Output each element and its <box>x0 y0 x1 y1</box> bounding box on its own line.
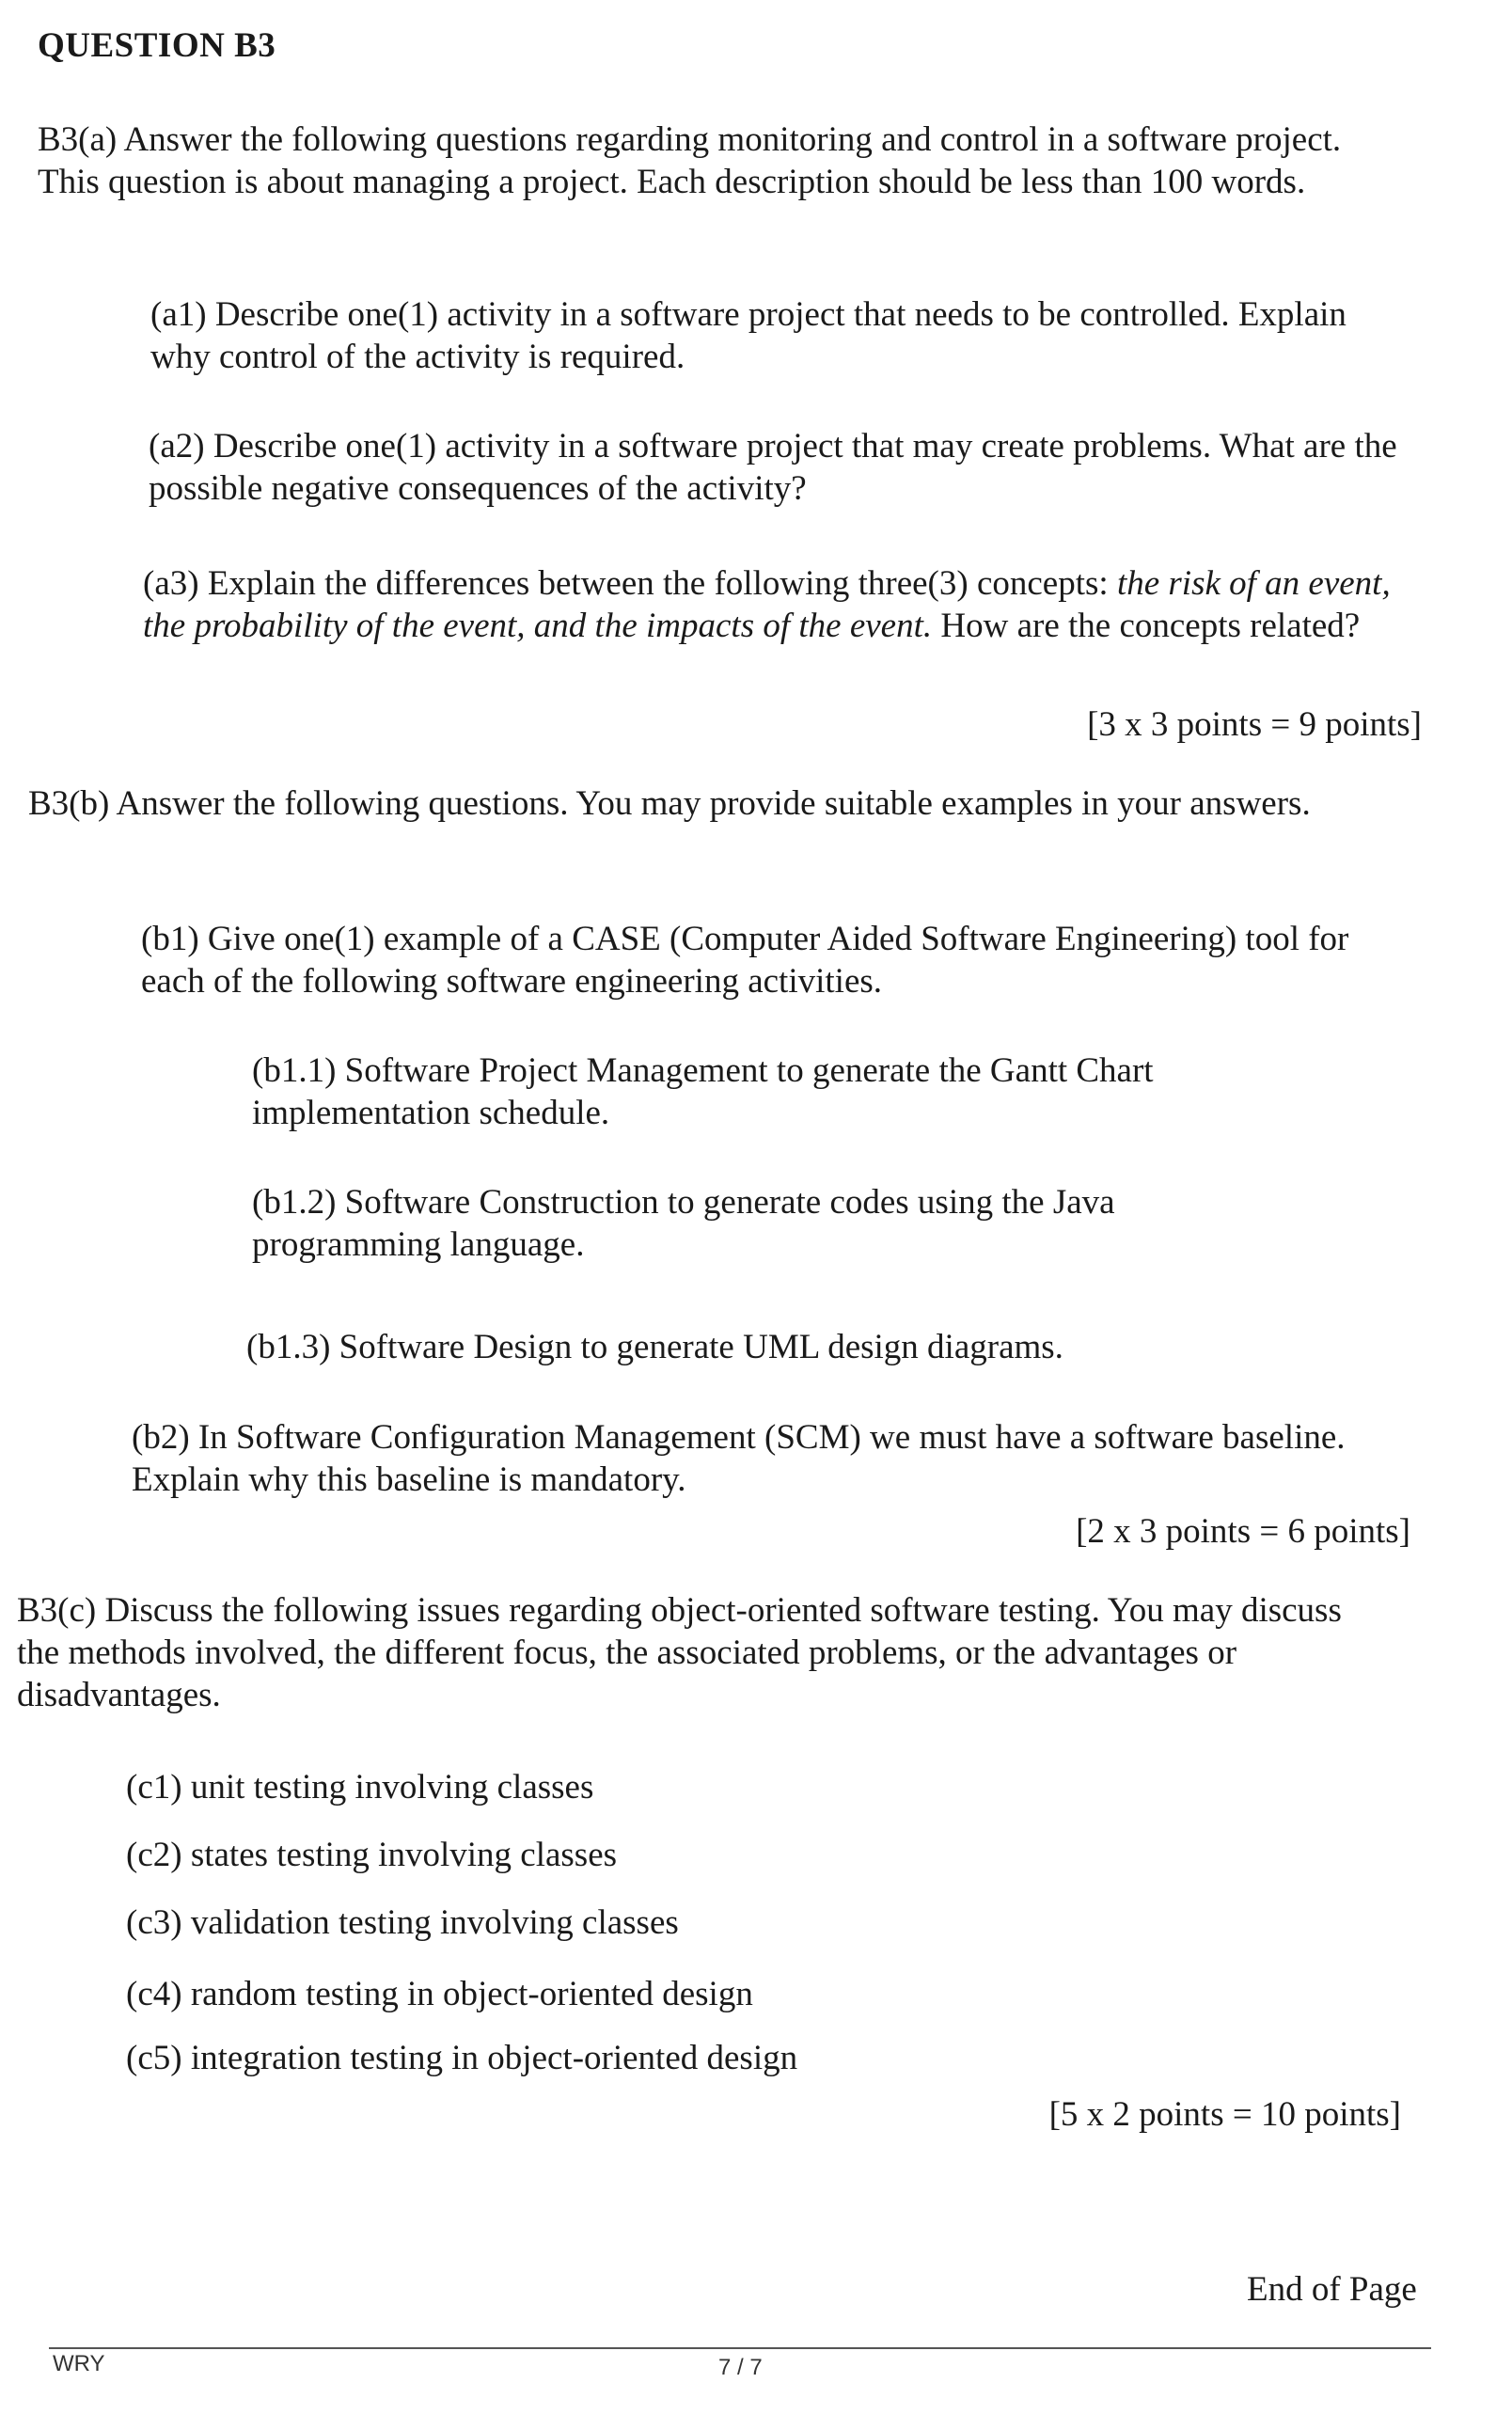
footer-rule <box>49 2347 1431 2349</box>
end-of-page: End of Page <box>1247 2270 1417 2309</box>
question-c3: (c3) validation testing involving classes <box>126 1903 679 1942</box>
question-a3-italic: the risk of an event, the probability of the event, and the impacts of the event. <box>143 564 1391 645</box>
question-b1-3: (b1.3) Software Design to generate UML design diagrams. <box>246 1328 1063 1366</box>
part-b-intro: B3(b) Answer the following questions. You may provide suitable examples in your answers. <box>28 784 1311 823</box>
marks-part-b: [2 x 3 points = 6 points] <box>1076 1512 1410 1551</box>
footer-initials: WRY <box>53 2351 105 2376</box>
question-c4: (c4) random testing in object-oriented design <box>126 1975 753 2013</box>
part-c-intro: B3(c) Discuss the following issues regarding object-oriented software testing. You may discuss the methods involved, the different focus, the associated problems, or the advantages or disadvantages. <box>17 1591 1342 1714</box>
question-c1: (c1) unit testing involving classes <box>126 1768 594 1807</box>
question-b2: (b2) In Software Configuration Management (SCM) we must have a software baseline. Explain why this baseline is mandatory. <box>132 1418 1346 1499</box>
part-a-intro: B3(a) Answer the following questions regarding monitoring and control in a software project. This question is about managing a project. Each description should be less than 100 words. <box>38 120 1342 201</box>
question-c2: (c2) states testing involving classes <box>126 1836 618 1874</box>
question-a3-end: How are the concepts related? <box>932 607 1361 645</box>
question-b1: (b1) Give one(1) example of a CASE (Computer Aided Software Engineering) tool for each of the following software engineering activities. <box>141 920 1349 1001</box>
question-a1: (a1) Describe one(1) activity in a software project that needs to be controlled. Explain why control of the activity is required. <box>150 295 1347 376</box>
footer-page-number: 7 / 7 <box>718 2355 763 2380</box>
marks-part-c: [5 x 2 points = 10 points] <box>1048 2095 1401 2134</box>
question-b1-2: (b1.2) Software Construction to generate codes using the Java programming language. <box>252 1183 1115 1264</box>
question-a3-start: (a3) Explain the differences between the following three(3) concepts: <box>143 564 1117 603</box>
question-a2: (a2) Describe one(1) activity in a software project that may create problems. What are the possible negative consequences of the activity? <box>149 427 1397 508</box>
question-b1-1: (b1.1) Software Project Management to generate the Gantt Chart implementation schedule. <box>252 1051 1154 1132</box>
question-title: QUESTION B3 <box>38 26 276 65</box>
question-c5: (c5) integration testing in object-oriented design <box>126 2039 798 2077</box>
question-a3 <box>143 562 1394 647</box>
marks-part-a: [3 x 3 points = 9 points] <box>1087 705 1422 744</box>
